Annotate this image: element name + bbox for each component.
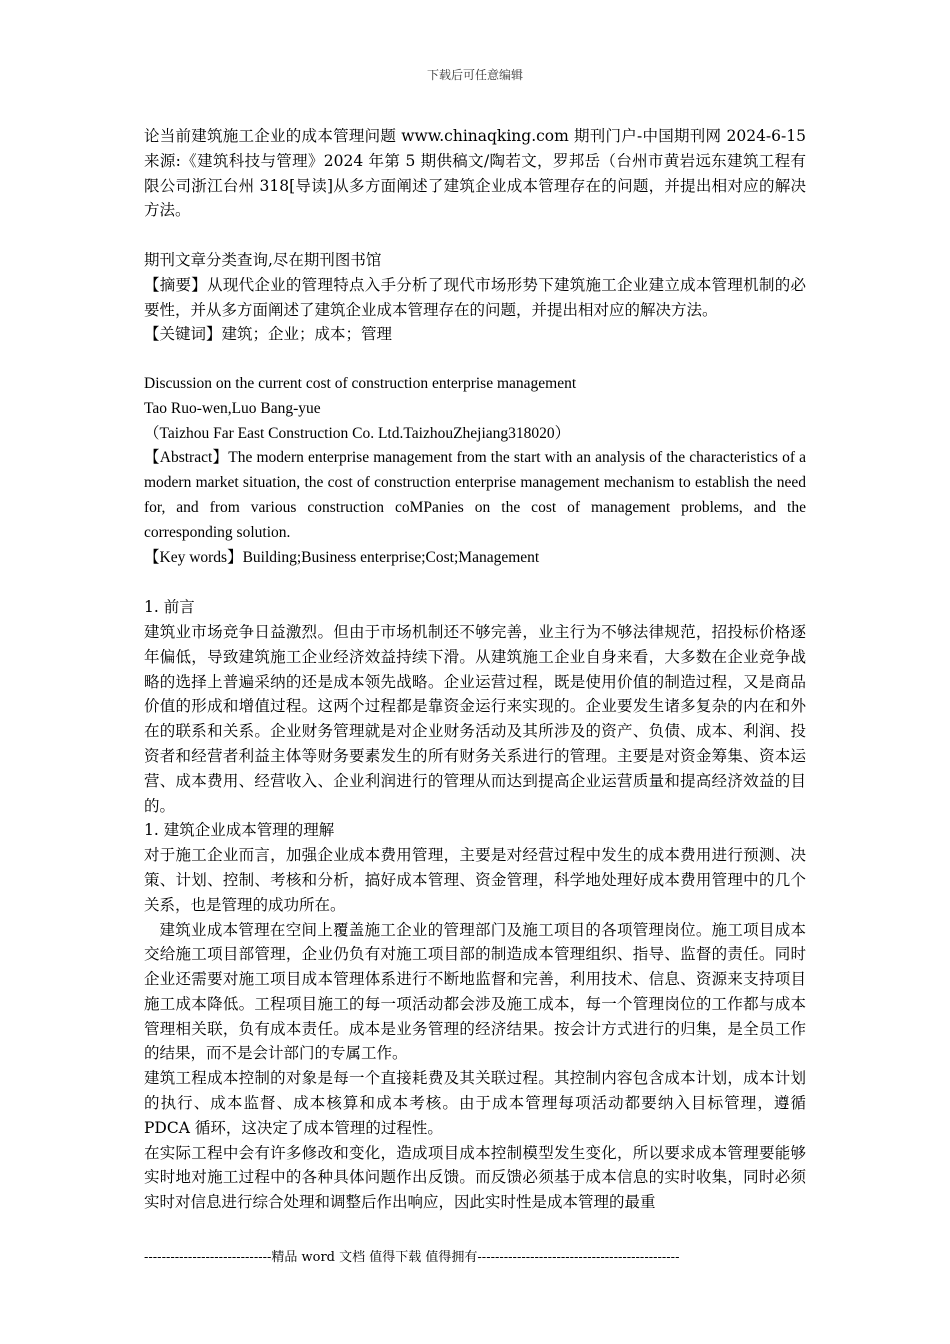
document-body [144, 124, 806, 1215]
section2-paragraph-3: 建筑工程成本控制的对象是每一个直接耗费及其关联过程。其控制内容包含成本计划，成本计划的执行、成本监督、成本核算和成本考核。由于成本管理每项活动都要纳入目标管理，遵循 PDCA 循环，这决定了成本管理的过程性。 [144, 1069, 806, 1137]
section2-paragraph-4: 在实际工程中会有许多修改和变化，造成项目成本控制模型发生变化，所以要求成本管理要能够实时地对施工过程中的各种具体问题作出反馈。而反馈必须基于成本信息的实时收集，同时必须实时对信息进行综合处理和调整后作出响应，因此实时性是成本管理的最重 [144, 1143, 806, 1212]
section2-paragraph-2: 建筑业成本管理在空间上覆盖施工企业的管理部门及施工项目的各项管理岗位。施工项目成本交给施工项目部管理，企业仍负有对施工项目部的制造成本管理组织、指导、监督的责任。同时企业还需要对施工项目成本管理体系进行不断地监督和完善，利用技术、信息、资源来支持项目施工成本降低。工程项目施工的每一项活动都会涉及施工成本，每一个管理岗位的工作都与成本管理相关联，负有成本责任。成本是业务管理的经济结果。按会计方式进行的归集，是全员工作的结果，而不是会计部门的专属工作。 [144, 920, 806, 1063]
affiliation-en: （Taizhou Far East Construction Co. Ltd.TaizhouZhejiang318020） [144, 424, 571, 442]
section1-body: 建筑业市场竞争日益激烈。但由于市场机制还不够完善，业主行为不够法律规范，招投标价格逐年偏低，导致建筑施工企业经济效益持续下滑。从建筑施工企业自身来看，大多数在企业竞争战略的选择上普遍采纳的还是成本领先战略。企业运营过程，既是使用价值的制造过程，又是商品价值的形成和增值过程。这两个过程都是靠资金运行来实现的。企业要发生诸多复杂的内在和外在的联系和关系。企业财务管理就是对企业财务活动及其所涉及的资产、负债、成本、利润、投资者和经营者利益主体等财务要素发生的所有财务关系进行的管理。主要是对资金筹集、资本运营、成本费用、经营收入、企业利润进行的管理从而达到提高企业运营质量和提高经济效益的目的。 [144, 622, 806, 815]
spacer [144, 347, 806, 372]
section1-heading: 1. 前言 [144, 598, 195, 617]
page-header: 下载后可任意编辑 [426, 68, 523, 82]
authors-en: Tao Ruo-wen,Luo Bang-yue [144, 399, 321, 417]
abstract-en: 【Abstract】The modern enterprise management from the start with an analysis of the characteristics of a modern market situation, the cost of construction enterprise management mechanism to establish the need for, and from various construction coMPanies on the cost of management problems, and the corresponding solution. [144, 449, 806, 541]
section2-paragraph-1: 对于施工企业而言，加强企业成本费用管理，主要是对经营过程中发生的成本费用进行预测、决策、计划、控制、考核和分析，搞好成本管理、资金管理，科学地处理好成本费用管理中的几个关系，也是管理的成功所在。 [144, 846, 806, 914]
article-intro: 论当前建筑施工企业的成本管理问题 www.chinaqking.com 期刊门户-中国期刊网 2024-6-15 来源:《建筑科技与管理》2024 年第 5 期供稿文/陶若文，罗邦岳（台州市黄岩远东建筑工程有限公司浙江台州 318[导读]从多方面阐述了建筑企业成本管理存在的问题，并提出相对应的解决方法。 [144, 127, 806, 220]
abstract-cn: 【摘要】从现代企业的管理特点入手分析了现代市场形势下建筑施工企业建立成本管理机制的必要性，并从多方面阐述了建筑企业成本管理存在的问题，并提出相对应的解决方法。 [144, 275, 806, 319]
library-note: 期刊文章分类查询,尽在期刊图书馆 [144, 250, 382, 269]
title-en: Discussion on the current cost of construction enterprise management [144, 374, 577, 392]
spacer [144, 223, 806, 248]
keywords-cn: 【关键词】建筑；企业；成本；管理 [144, 325, 393, 344]
keywords-en: 【Key words】Building;Business enterprise;Cost;Management [144, 548, 540, 566]
spacer [144, 570, 806, 595]
section2-heading: 1. 建筑企业成本管理的理解 [144, 821, 335, 840]
page-footer: -----------------------------精品 word 文档 值得下载 值得拥有---------------------------------------------- [144, 1250, 680, 1265]
